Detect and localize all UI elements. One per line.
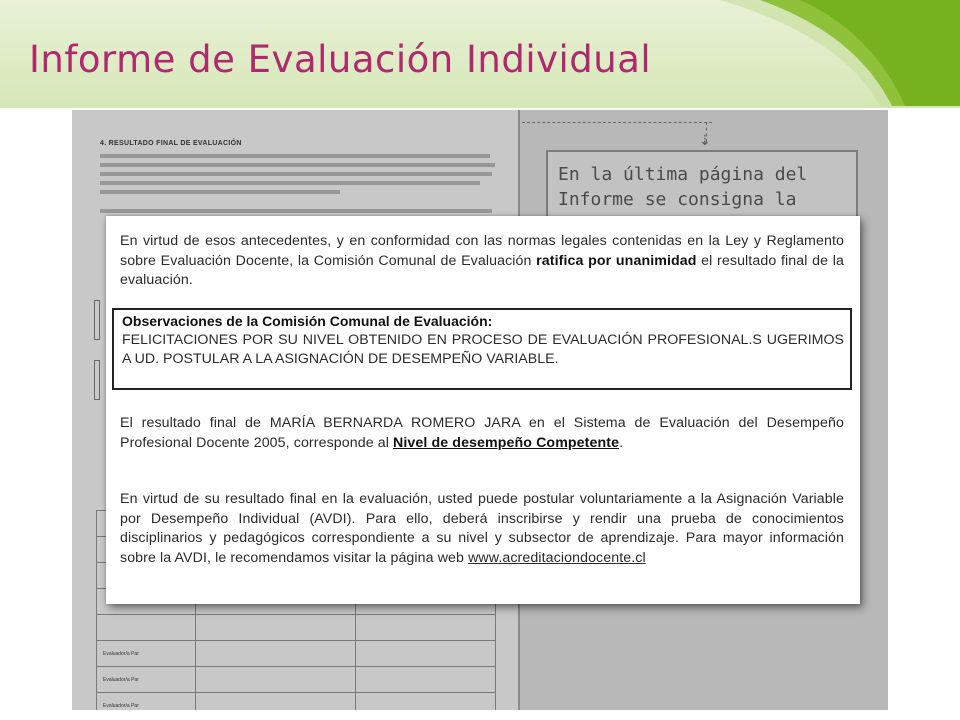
table-row-label: Evaluador/a Par (97, 693, 196, 711)
scan-text-line (100, 154, 490, 158)
scan-side-box (94, 360, 100, 400)
paragraph-text: En virtud de su resultado final en la evaluación, usted puede postular voluntariamente a la Asignación Variable por Desempeño Individual (AVDI). Para ello, deberá inscribirse y rendir una prueba de conocimientos disciplinarios y pedagógicos correspondiente a su nivel y subsector de aprendizaje. Para mayor información sobre la AVDI, le recomendamos visitar la página web (120, 491, 844, 566)
scan-text-line (100, 181, 480, 185)
callout-text: En la última página del Informe se consigna la (558, 164, 808, 210)
scan-text-line (100, 190, 340, 194)
observations-box (112, 308, 852, 390)
table-row-label: Evaluador/a Par (97, 641, 196, 667)
paragraph-text: el resultado final de la evaluación. (120, 252, 844, 288)
scan-text-line (100, 172, 492, 176)
performance-level: Nivel de desempeño Competente (393, 434, 620, 451)
scan-text-line (100, 209, 492, 213)
ratification-bold-text: ratifica por unanimidad (536, 252, 697, 269)
dashed-connector (522, 122, 712, 123)
scan-side-box (94, 300, 100, 340)
website-link[interactable]: www.acreditaciondocente.cl (468, 549, 646, 566)
scan-text-line (100, 163, 495, 167)
excerpt-card (106, 216, 860, 604)
slide-title: Informe de Evaluación Individual (29, 38, 652, 81)
observations-title: Observaciones de la Comisión Comunal de Evaluación: (122, 313, 493, 329)
paragraph-text: . (619, 434, 624, 451)
paragraph-ratification (120, 232, 844, 291)
observations-body: FELICITACIONES POR SU NIVEL OBTENIDO EN PROCESO DE EVALUACIÓN PROFESIONAL.S UGERIMOS A UD. POSTULAR A LA ASIGNACIÓN DE DESEMPEÑO VARIABLE. (122, 332, 844, 367)
table-row-label: Evaluador/a Par (97, 667, 196, 693)
paragraph-text: El resultado final de MARÍA BERNARDA ROMERO JARA en el Sistema de Evaluación del Desempeño Profesional Docente 2005, corresponde al (120, 415, 844, 451)
arrow-down-icon: ⇣ (699, 132, 711, 148)
paragraph-result (120, 414, 844, 453)
section-heading: 4. RESULTADO FINAL DE EVALUACIÓN (100, 140, 242, 147)
paragraph-avdi (120, 490, 844, 568)
paragraph-text: En virtud de esos antecedentes, y en conformidad con las normas legales contenidas en la Ley y Reglamento sobre Evaluación Docente, la Comisión Comunal de Evaluación (120, 233, 844, 269)
